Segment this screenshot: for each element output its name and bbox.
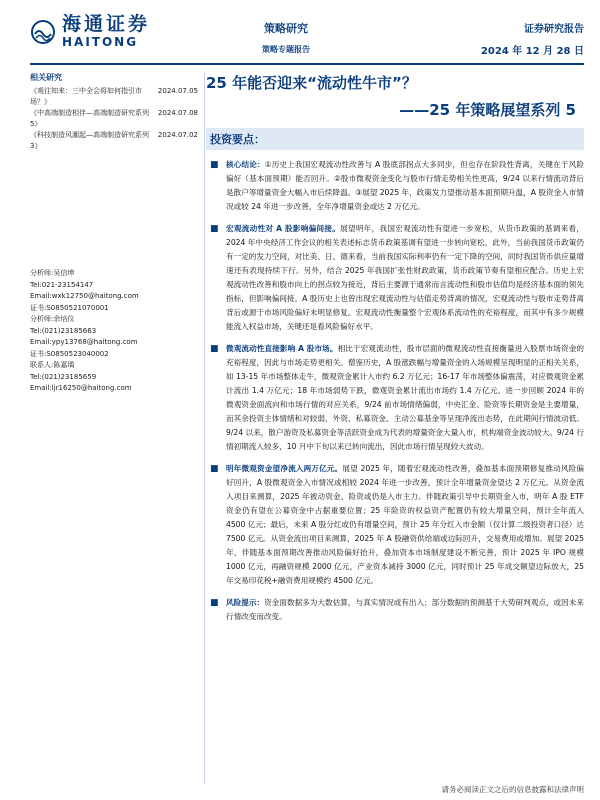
report-type: 证券研究报告 xyxy=(524,24,584,35)
key-point-text: ①历史上我国宏观流动性改善与 A 股底部拐点大多同步，但也存在阶段性背离，关键在于风险偏好（基本面预期）能否回升。②股市微观资金变化与股市行情走势相关性更高，9/24 以来行情流动背后是散户等增量资金大幅入市后续降温。③展望 2025 年，政策发力望推动基本面预期升温，A 股资金入市情况或较 24 年进一步改善，全年净增量资金或达 2 万亿元。 xyxy=(226,160,584,211)
main-content xyxy=(206,72,584,624)
key-point-lead: 微观流动性直接影响 A 股市场。 xyxy=(226,344,338,353)
key-point-lead: 明年微观资金望净流入两万亿元。 xyxy=(226,464,343,473)
analyst-line: 证书:S0850523040002 xyxy=(30,349,109,358)
analyst-line: Tel:(021)23185659 xyxy=(30,372,97,381)
bullet-icon: ■ xyxy=(210,344,219,354)
report-subcategory: 策略专题报告 xyxy=(262,45,310,54)
analyst-email[interactable]: Email:wxk12750@haitong.com xyxy=(30,292,139,300)
key-point xyxy=(206,462,584,588)
risk-warning xyxy=(206,596,584,624)
report-title-line1: 25 年能否迎来“流动性牛市”？ xyxy=(206,74,417,92)
haitong-logo xyxy=(30,14,150,49)
related-item-title: 《观往知来：三中全会将如何指引市场？》 xyxy=(30,87,142,106)
column-divider xyxy=(204,72,205,784)
analyst-contacts xyxy=(30,268,198,395)
report-meta-block xyxy=(481,20,584,57)
analyst-line: 分析师:吴信坤 xyxy=(30,269,75,277)
analyst-line: Tel:(021)23185663 xyxy=(30,326,97,335)
related-item-title: 《中高端制造相伴—高端制造研究系列 5》 xyxy=(30,109,149,128)
logo-chinese-name: 海通证券 xyxy=(62,13,151,35)
report-title xyxy=(206,72,584,120)
haitong-logo-icon xyxy=(30,19,56,45)
key-point-text: 相比于宏观流动性，股市层面的微观流动性直接衡量进入股票市场资金的充裕程度，因此与市场走势更相关。僧鉴历史，A 股涨跌幅与增量资金的入场规模呈现明显的正相关关系，如 13-15 年市场整体走牛，微观资金累计入市约 6.2 万亿元；16-17 年市场整体偏震荡，对应微观资金累计流出 1.4 万亿元；18 年市场弱势下跌，微观资金累计流出市场约 1.4 万亿元。进一步回顾 2024 年的微观资金面流向和市场行情的对应关系，9/24 前市场情绪偏弱，中央汇金、险资等长期资金是主要增量，而其余投资主体情绪和对较弱，外资、私募资金、主动公募基金等呈现净流出态势，在此期间行情波动低。9/24 以来，散户游资及私募资金等活跃资金成为代表的增量资金大量入市，机构端资金波动较大。9/24 行情初期流入较多，10 月中下旬以来已转向流出，因此市场行情呈现较大波动。 xyxy=(226,344,585,451)
bullet-icon: ■ xyxy=(210,224,219,234)
bullet-icon: ■ xyxy=(210,160,219,170)
key-point xyxy=(206,222,584,334)
related-item-date: 2024.07.05 xyxy=(157,87,198,95)
analyst-line: Tel:021-23154147 xyxy=(30,280,94,289)
risk-warning-lead: 风险提示： xyxy=(226,598,265,607)
related-research xyxy=(30,72,198,152)
key-point-lead: 宏观流动性对 A 股影响偏间接。 xyxy=(226,224,341,233)
key-point-text: 展望明年，我国宏观流动性有望进一步宽松，从货币政策的基调来看，2024 年中央经济工作会议的相关表述标志货币政策基调有望进一步转向宽松，此外，当前我国货币政策仍有一定的发力空间，对比美、日、德来看，当前我国实际利率仍有一定下降的空间，同时我国货币供应量增速还有表现持续下行。另外，结合 2025 年我国扩张性财政政策，货币政策节奏有望相应配合。历史上宏观流动性改善和股市向上的拐点较为接近，背后主要源于通常而言流动性和股市估值均是经济基本面的领先指标，但影响偏间接。A 股历史上也曾出现宏观流动性与估值走势背离的情况，宏观流动性与股市走势背离背后或源于市场风险偏好未明显修复。宏观流动性衡量整个宏观体系流动性的充裕程度，而其中有多少规模能流入权益市场，关键还是看风险偏好水平。 xyxy=(226,224,584,331)
section-title: 投资要点： xyxy=(206,128,584,150)
analyst-email[interactable]: Email:ypy13768@haitong.com xyxy=(30,338,138,346)
bullet-icon: ■ xyxy=(210,598,219,608)
footer-disclaimer: 请务必阅读正文之后的信息披露和法律声明 xyxy=(441,785,584,794)
report-date: 2024 年 12 月 28 日 xyxy=(480,46,584,57)
logo-english-name: HAITONG xyxy=(62,35,139,49)
related-item-title: 《科技制造风潮起—高端制造研究系列 3》 xyxy=(30,131,149,150)
analyst-line: 证书:S0850521070001 xyxy=(30,303,109,312)
analyst-line: 分析师:余培仪 xyxy=(30,315,75,323)
key-point xyxy=(206,158,584,214)
risk-warning-text: 资金面数据多为大数估算，与真实情况或有出入；部分数据的预测基于大势研判观点，或因未来行情改变而改变。 xyxy=(226,598,585,621)
related-item[interactable] xyxy=(30,86,198,108)
key-point xyxy=(206,342,584,454)
report-title-line2: ——25 年策略展望系列 5 xyxy=(399,101,576,119)
related-research-title: 相关研究 xyxy=(30,73,62,82)
related-item[interactable] xyxy=(30,108,198,130)
report-category-block xyxy=(246,20,326,55)
bullet-icon: ■ xyxy=(210,464,219,474)
key-point-text: 展望 2025 年，随着宏观流动性改善，叠加基本面预期修复推动风险偏好回升，A 股微观资金入市情况或相较 2024 年进一步改善，预计全年增量资金望达 2 万亿元。从资金流入项目来测算，2025 年被动资金、险资或仍是入市主力。伴随政策引导中长期资金入市，明年 A 股 ETF 资金仍有望在公募资金中占据重要位置；25 年险资的权益资产配置仍有较大增量空间，预计全年流入 4500 亿元；最后，未来 A 股分红或仍有增量空间，预计 25 年分红入市金额（仅计算二级投资者口径）达 7500 亿元。从资金流出项目来测算，2025 年 A 股融资供给端或边际回升，交易费用或增加。展望 2025 年，伴随基本面预期改善推动风险偏好抬升，叠加资本市场制度建设不断完善，预计 2025 年 IPO 规模 1000 亿元，再融资规模 2000 亿元，产业资本减持 3000 亿元，同时预计 25 年成交额望边际放大，25 年交易印花税+融资费用规模约 4500 亿元。 xyxy=(226,464,585,585)
analyst-line: 联系人:陈嘉瑀 xyxy=(30,361,75,369)
key-point-lead: 核心结论： xyxy=(226,160,265,169)
related-item[interactable] xyxy=(30,130,198,152)
related-item-date: 2024.07.08 xyxy=(157,109,198,117)
report-category: 策略研究 xyxy=(264,22,308,35)
analyst-email[interactable]: Email:ljr16250@haitong.com xyxy=(30,384,132,392)
header-divider xyxy=(30,63,584,65)
related-item-date: 2024.07.02 xyxy=(157,131,198,139)
